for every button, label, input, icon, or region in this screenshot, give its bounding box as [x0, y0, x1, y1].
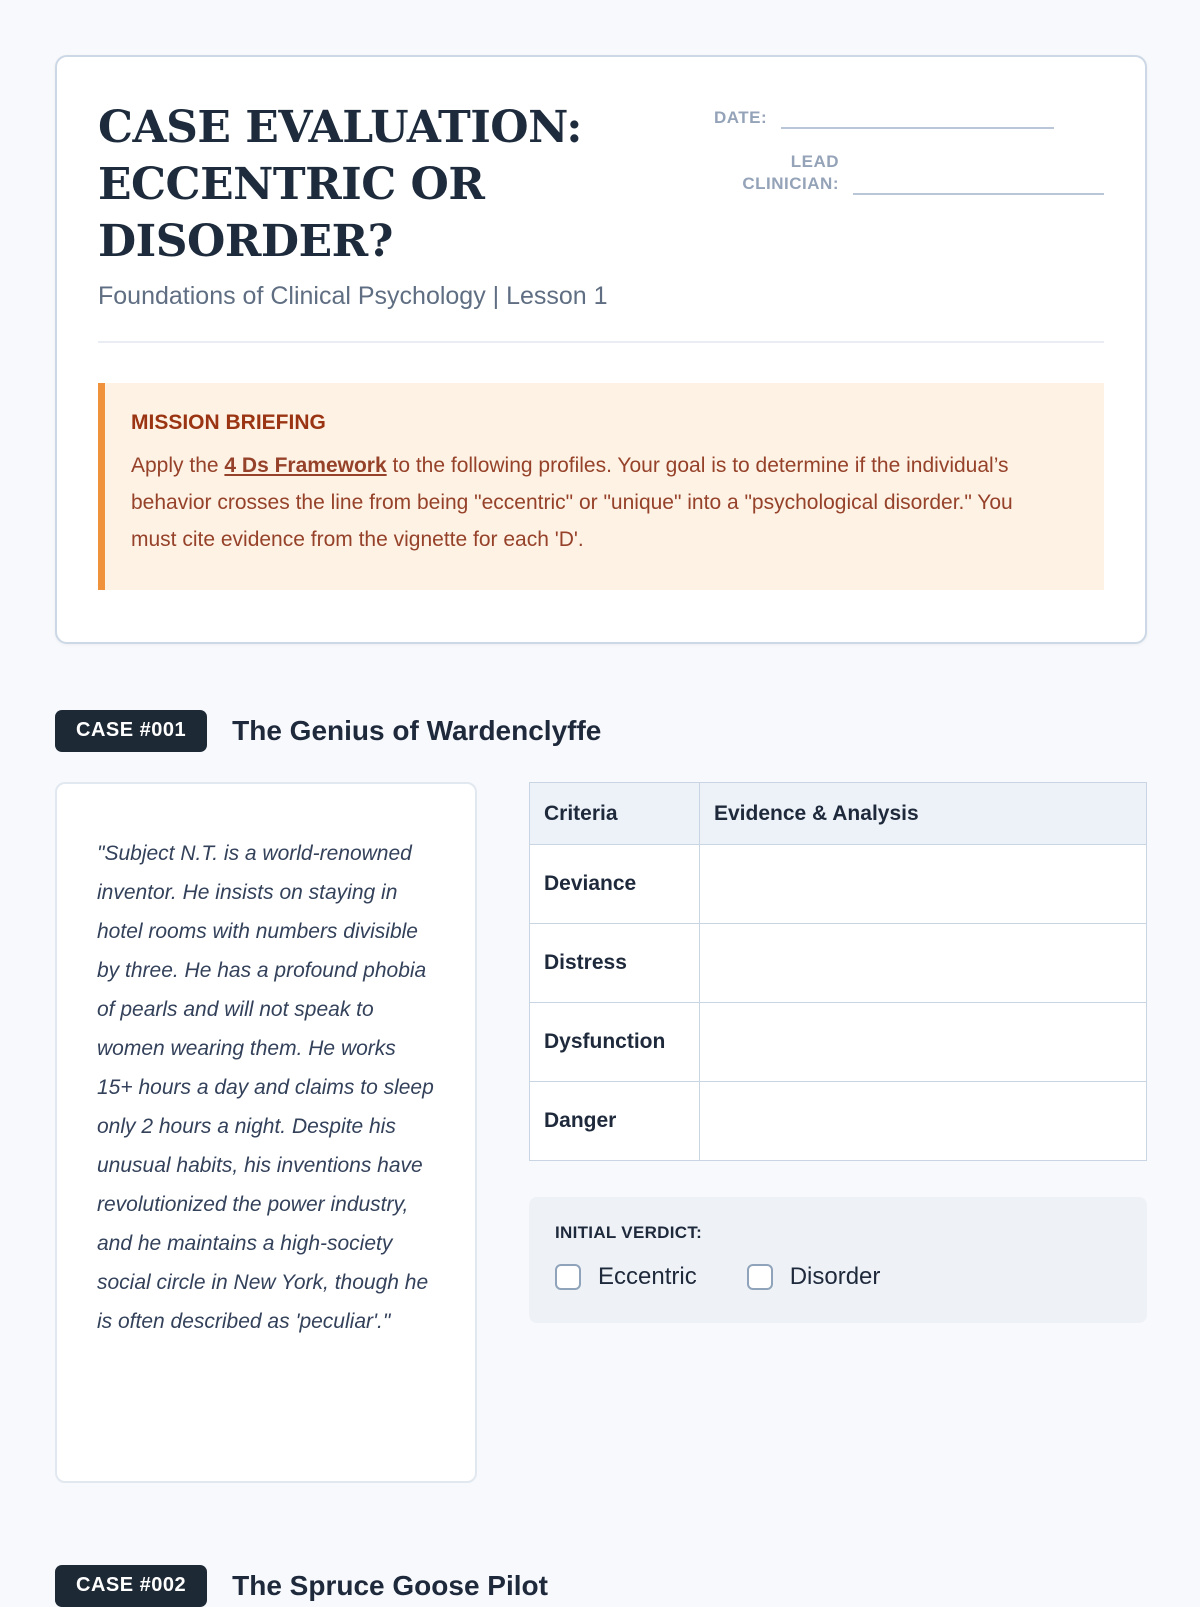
course-subtitle: Foundations of Clinical Psychology | Lesson 1: [98, 282, 608, 310]
four-ds-framework-emphasis: 4 Ds Framework: [224, 454, 387, 477]
clinician-field-row: [714, 151, 1104, 195]
initial-verdict-panel: [529, 1197, 1147, 1323]
disorder-checkbox[interactable]: [747, 1264, 773, 1290]
case-002-section: [55, 1565, 1147, 1607]
mission-briefing-title: MISSION BRIEFING: [131, 411, 326, 434]
case-002-title: The Spruce Goose Pilot: [232, 1570, 548, 1601]
date-label: DATE:: [714, 108, 768, 127]
evidence-cell-dysfunction[interactable]: [700, 1003, 1147, 1082]
case-001-header: [55, 710, 1147, 752]
mission-briefing-body: [131, 447, 1064, 558]
criteria-table: [529, 782, 1147, 1161]
header-card: [55, 55, 1147, 644]
evidence-cell-distress[interactable]: [700, 924, 1147, 1003]
criteria-label-deviance: Deviance: [530, 845, 700, 924]
date-field-row: [714, 105, 1104, 129]
case-002-header: [55, 1565, 1147, 1607]
initial-verdict-label: INITIAL VERDICT:: [555, 1223, 703, 1242]
criteria-label-dysfunction: Dysfunction: [530, 1003, 700, 1082]
header-divider: [98, 341, 1104, 343]
eccentric-label: Eccentric: [598, 1263, 697, 1290]
case-001-section: [55, 710, 1147, 1483]
case-001-analysis-column: [529, 782, 1147, 1323]
verdict-option-eccentric[interactable]: [555, 1263, 697, 1291]
header-meta: [714, 99, 1104, 270]
case-001-body: [55, 782, 1147, 1483]
clinician-writein-line[interactable]: [853, 171, 1104, 195]
case-002-badge: CASE #002: [55, 1565, 207, 1607]
mission-briefing-panel: [98, 383, 1104, 590]
disorder-label: Disorder: [789, 1263, 881, 1290]
page-title: CASE EVALUATION: ECCENTRIC OR DISORDER?: [98, 102, 583, 267]
evidence-cell-deviance[interactable]: [700, 845, 1147, 924]
vignette-text: "Subject N.T. is a world-renowned inventor. He insists on staying in hotel rooms with numbers divisible by three. He has a profound phobia of pearls and will not speak to women wearing them. He works 15+ hours a day and claims to sleep only 2 hours a night. Despite his unusual habits, his inventions have revolutionized the power industry, and he maintains a high-society social circle in New York, though he is often described as 'peculiar'.": [97, 842, 434, 1333]
case-001-title: The Genius of Wardenclyffe: [232, 715, 602, 746]
table-row: [530, 924, 1147, 1003]
criteria-column-header: Criteria: [530, 783, 700, 845]
case-001-badge: CASE #001: [55, 710, 207, 752]
verdict-options: [555, 1263, 1121, 1291]
mission-body-suffix: to the following profiles. Your goal is to determine if the individual’s behavior crosses the line from being "eccentric" or "unique" into a "psychological disorder." You must cite evidence from the vignette for each 'D'.: [131, 454, 1013, 551]
criteria-label-danger: Danger: [530, 1082, 700, 1161]
lead-clinician-label: LEAD CLINICIAN:: [742, 152, 839, 193]
mission-body-prefix: Apply the: [131, 454, 225, 477]
date-writein-line[interactable]: [781, 105, 1054, 129]
header-top: [98, 99, 1104, 270]
vignette-card: [55, 782, 477, 1483]
table-row: [530, 1082, 1147, 1161]
table-header-row: [530, 783, 1147, 845]
criteria-label-distress: Distress: [530, 924, 700, 1003]
verdict-option-disorder[interactable]: [747, 1263, 881, 1291]
table-row: [530, 845, 1147, 924]
table-row: [530, 1003, 1147, 1082]
evidence-cell-danger[interactable]: [700, 1082, 1147, 1161]
evidence-column-header: Evidence & Analysis: [700, 783, 1147, 845]
eccentric-checkbox[interactable]: [555, 1264, 581, 1290]
